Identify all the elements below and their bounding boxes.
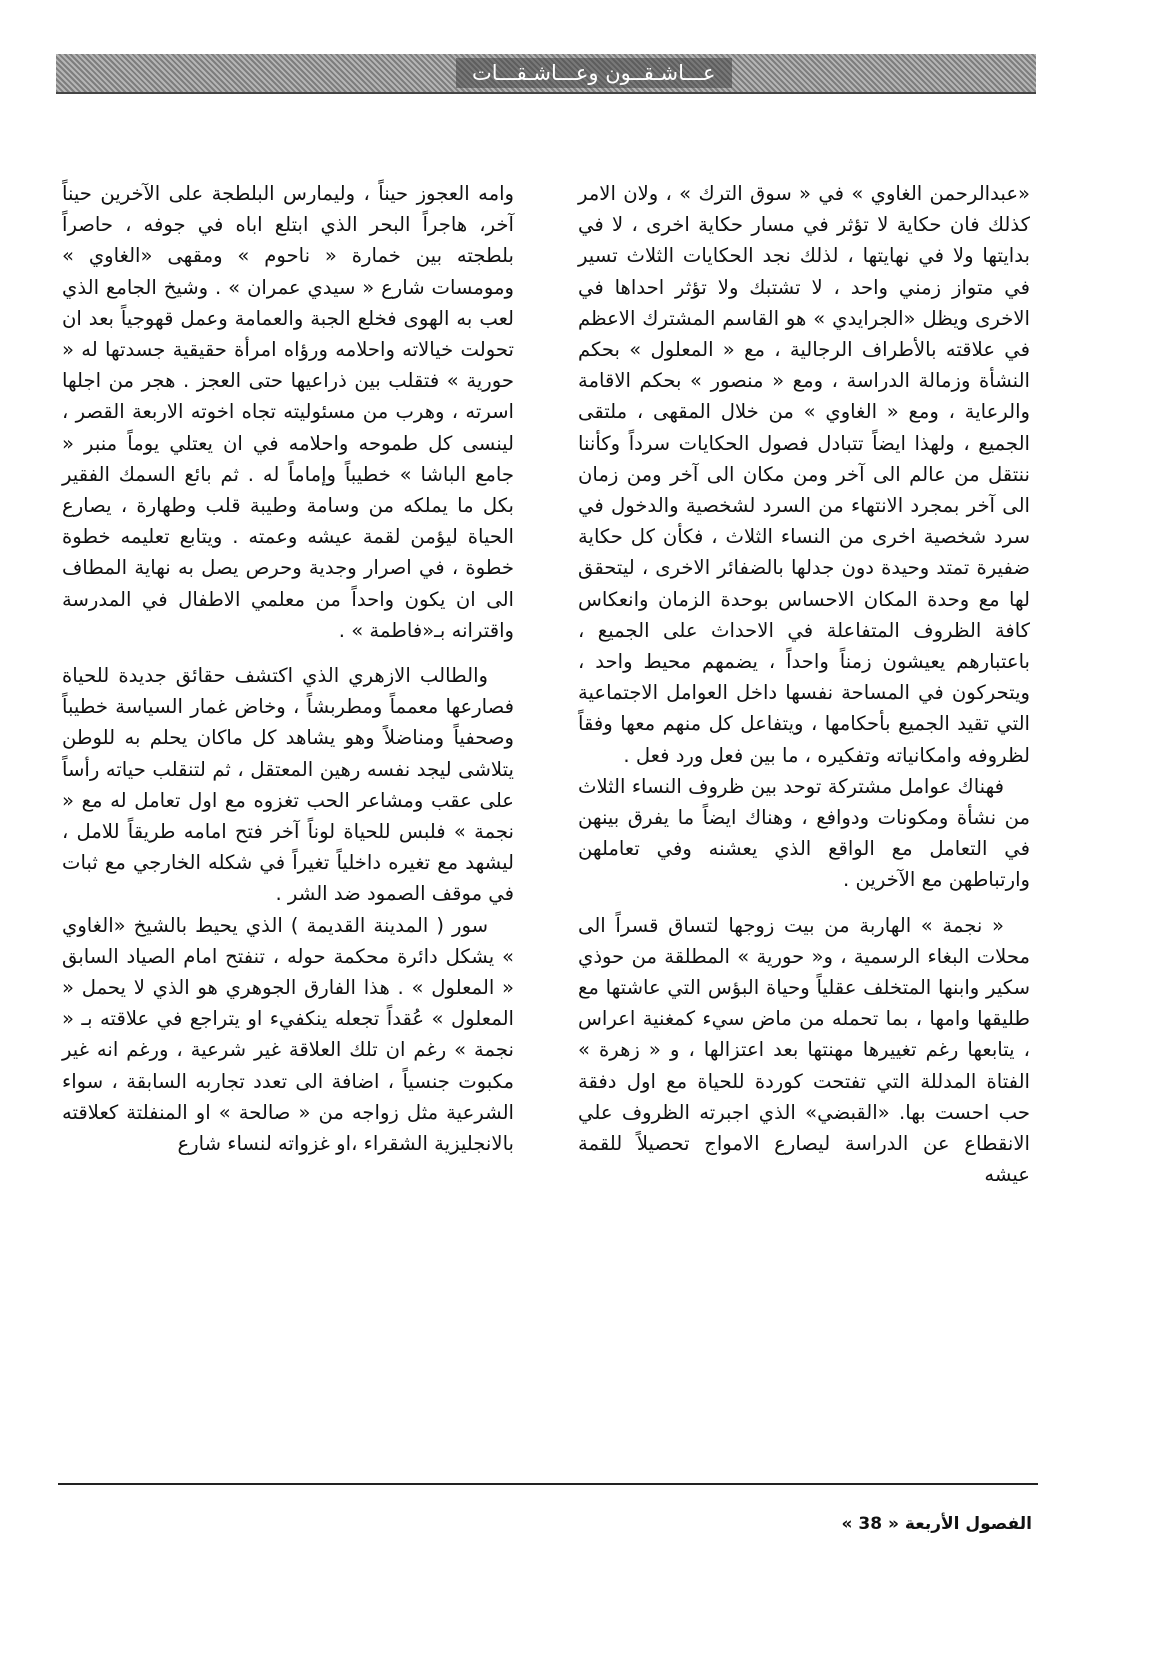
running-header-band [56,54,1036,94]
running-header-title: عـــاشـقــون وعـــاشـقـــات [456,58,732,88]
footer-rule [58,1483,1038,1485]
page-folio: الفصول الأربعة « 38 » [841,1514,1032,1534]
paragraph: «عبدالرحمن الغاوي » في « سوق الترك » ، ولان الامر كذلك فان حكاية لا تؤثر في مسار حكاية اخرى ، لا في بدايتها ولا في نهايتها ، لذلك نجد الحكايات الثلاث تسير في متواز زمني واحد ، لا تشتبك ولا تؤثر احداها في الاخرى ويظل «الجرايدي » هو القاسم المشترك الاعظم في علاقته بالأطراف الرجالية ، مع « المعلول » بحكم النشأة وزمالة الدراسة ، ومع « منصور » بحكم الاقامة والرعاية ، ومع « الغاوي » من خلال المقهى ، ملتقى الجميع ، ولهذا ايضاً تتبادل فصول الحكايات سرداً وكأننا ننتقل من عالم الى آخر ومن مكان الى آخر ومن زمان الى آخر بمجرد الانتهاء من السرد لشخصية والدخول في سرد شخصية اخرى من النساء الثلاث ، فكأن كل حكاية ضفيرة تمتد وحيدة دون جدلها بالضفائر الاخرى ، ليتحقق لها مع وحدة المكان الاحساس بوحدة الزمان وانعكاس كافة الظروف المتفاعلة في الاحداث على الجميع ، باعتبارهم يعيشون زمناً واحداً ، يضمهم محيط واحد ، ويتحركون في المساحة نفسها داخل العوامل الاجتماعية التي تقيد الجميع بأحكامها ، ويتفاعل كل منهم معها وفقاً لظروفه وامكانياته وتفكيره ، ما بين فعل ورد فعل . [578,182,1030,767]
paragraph: وامه العجوز حيناً ، وليمارس البلطجة على الآخرين حيناً آخر، هاجراً البحر الذي ابتلع اباه في جوفه ، حاصراً بلطجته بين خمارة « ناحوم » ومقهى «الغاوي » ومومسات شارع « سيدي عمران » . وشيخ الجامع الذي لعب به الهوى فخلع الجبة والعمامة وعمل قهوجياً بعد ان تحولت خيالاته واحلامه ورؤاه امرأة حقيقية جسدتها له « حورية » فتقلب بين ذراعيها حتى العجز . هجر من اجلها اسرته ، وهرب من مسئوليته تجاه اخوته الاربعة القصر ، لينسى كل طموحه واحلامه في ان يعتلي يوماً منبر « جامع الباشا » خطيباً وإماماً له . ثم بائع السمك الفقير بكل ما يملكه من وسامة وطيبة قلب وطهارة ، يصارع الحياة ليؤمن لقمة عيشه وعمته . ويتابع تعليمه خطوة خطوة ، في اصرار وجدية وحرص يصل به نهاية المطاف الى ان يكون واحداً من معلمي الاطفال في المدرسة واقترانه بـ«فاطمة » . [62,182,514,642]
article-column-right [578,178,1030,1191]
article-column-left [62,178,514,1159]
paragraph: فهناك عوامل مشتركة توحد بين ظروف النساء الثلاث من نشأة ومكونات ودوافع ، وهناك ايضاً ما يفرق بينهن في التعامل مع الواقع الذي يعشنه وفي تعاملهن وارتباطهن مع الآخرين . [578,774,1030,892]
paragraph: سور ( المدينة القديمة ) الذي يحيط بالشيخ «الغاوي » يشكل دائرة محكمة حوله ، تنفتح امام الصياد السابق « المعلول » . هذا الفارق الجوهري هو الذي لا يحمل « المعلول » عُقداً تجعله ينكفيء او يتراجع في علاقته بـ « نجمة » رغم ان تلك العلاقة غير شرعية ، ورغم انه غير مكبوت جنسياً ، اضافة الى تعدد تجاربه السابقة ، سواء الشرعية مثل زواجه من « صالحة » او المنفلتة كعلاقته بالانجليزية الشقراء ،او غزواته لنساء شارع [62,913,514,1156]
paragraph: « نجمة » الهاربة من بيت زوجها لتساق قسراً الى محلات البغاء الرسمية ، و« حورية » المطلقة من حوذي سكير وابنها المتخلف عقلياً وحياة البؤس التي عاشتها مع طليقها وامها ، بما تحمله من ماض سيء كمغنية اعراس ، يتابعها رغم تغييرها مهنتها بعد اعتزالها ، و « زهرة » الفتاة المدللة التي تفتحت كوردة للحياة مع اول دفقة حب احست بها. «القبضي» الذي اجبرته الظروف علي الانقطاع عن الدراسة ليصارع الامواج تحصيلاً للقمة عيشه [578,913,1030,1187]
paragraph: والطالب الازهري الذي اكتشف حقائق جديدة للحياة فصارعها معمماً ومطربشاً ، وخاض غمار السياسة خطيباً وصحفياً ومناضلاً وهو يشاهد كل ماكان يحلم به للوطن يتلاشى ليجد نفسه رهين المعتقل ، ثم لتنقلب حياته رأساً على عقب ومشاعر الحب تغزوه مع اول تعامل له مع « نجمة » فلبس للحياة لوناً آخر فتح امامه طريقاً للامل ، ليشهد مع تغيره داخلياً تغيراً في شكله الخارجي مع ثبات في موقف الصمود ضد الشر . [62,664,514,906]
